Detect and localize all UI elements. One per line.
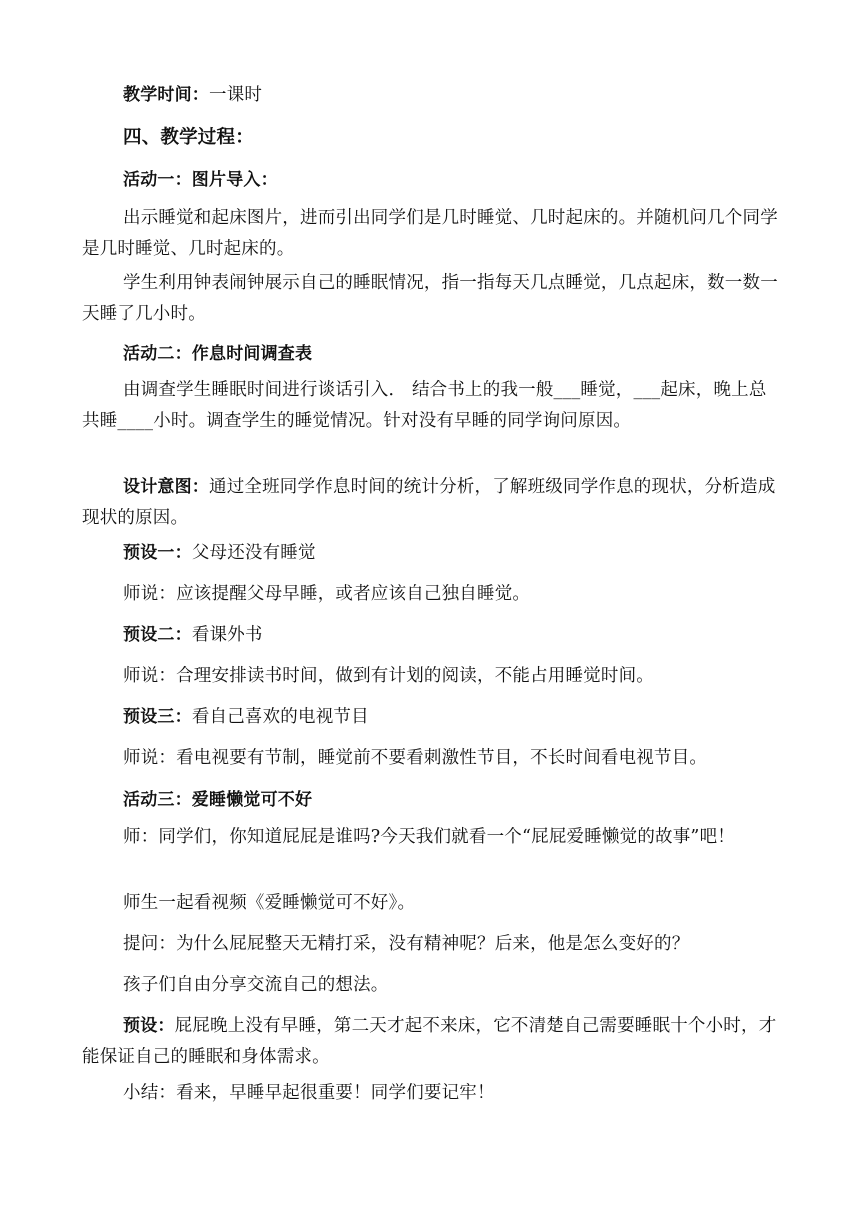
teacher-says-1: 师说：应该提醒父母早睡，或者应该自己独自睡觉。	[123, 584, 531, 604]
teaching-time-label: 教学时间：	[123, 85, 209, 105]
activity2-title: 活动二：作息时间调查表	[123, 344, 313, 364]
preset2-label: 预设二：	[123, 625, 192, 645]
activity3-question: 提问：为什么屁屁整天无精打采，没有精神呢？后来，他是怎么变好的？	[123, 934, 690, 954]
preset2-text: 看课外书	[191, 625, 263, 645]
preset1-label: 预设一：	[123, 543, 192, 563]
activity3-para1: 师：同学们，你知道屁屁是谁吗?今天我们就看一个“屁屁爱睡懒觉的故事”吧！	[123, 827, 735, 847]
activity3-title: 活动三：爱睡懒觉可不好	[123, 790, 313, 810]
preset3-label: 预设三：	[123, 707, 192, 727]
activity3-preset-label: 预设：	[123, 1016, 175, 1036]
teaching-time-line	[82, 80, 782, 111]
teacher-says-2: 师说：合理安排读书时间，做到有计划的阅读，不能占用睡觉时间。	[123, 666, 654, 686]
preset1	[82, 538, 782, 569]
preset1-text: 父母还没有睡觉	[191, 543, 316, 563]
activity1-title: 活动一：图片导入：	[123, 170, 278, 190]
design-intent	[82, 472, 782, 534]
design-intent-text: 通过全班同学作息时间的统计分析，了解班级同学作息的现状，分析造成现状的原因。	[82, 477, 776, 528]
activity3-preset-text: 屁屁晚上没有早睡，第二天才起不来床，它不清楚自己需要睡眠十个小时，才能保证自己的睡眠和身体需求。	[82, 1016, 777, 1067]
design-intent-label: 设计意图：	[123, 477, 209, 497]
activity3-preset	[82, 1011, 782, 1073]
teaching-time-value: 一课时	[209, 85, 263, 105]
preset3	[82, 702, 782, 733]
section-title: 四、教学过程：	[123, 127, 254, 148]
teacher-says-3: 师说：看电视要有节制，睡觉前不要看刺激性节目，不长时间看电视节目。	[123, 748, 708, 768]
preset3-text: 看自己喜欢的电视节目	[191, 707, 369, 727]
activity2-para1: 由调查学生睡眠时间进行谈话引入． 结合书上的我一般___睡觉，___起床，晚上总共睡____小时。调查学生的睡觉情况。针对没有早睡的同学询问原因。	[82, 380, 767, 431]
activity1-para2: 学生利用钟表闹钟展示自己的睡眠情况，指一指每天几点睡觉，几点起床，数一数一天睡了几小时。	[82, 273, 778, 324]
activity3-para4: 孩子们自由分享交流自己的想法。	[123, 975, 389, 995]
preset2	[82, 620, 782, 651]
activity3-para2: 师生一起看视频《爱睡懒觉可不好》。	[123, 893, 416, 913]
summary: 小结：看来，早睡早起很重要！同学们要记牢！	[123, 1083, 495, 1103]
activity1-para1: 出示睡觉和起床图片，进而引出同学们是几时睡觉、几时起床的。并随机问几个同学是几时睡觉、几时起床的。	[82, 208, 778, 259]
